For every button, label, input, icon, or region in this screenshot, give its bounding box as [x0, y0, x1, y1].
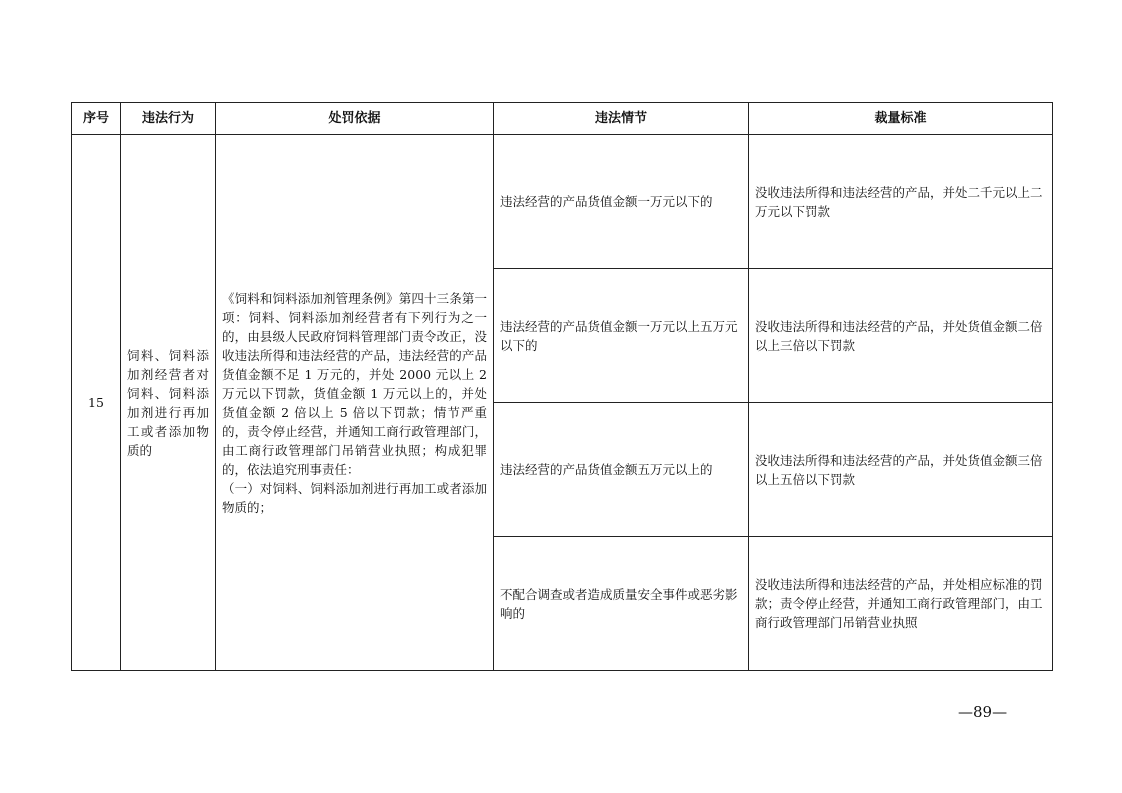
standard-cell: 没收违法所得和违法经营的产品，并处货值金额三倍以上五倍以下罚款 — [749, 403, 1053, 537]
circumstance-cell: 违法经营的产品货值金额一万元以上五万元以下的 — [494, 269, 749, 403]
circumstance-cell: 违法经营的产品货值金额一万元以下的 — [494, 135, 749, 269]
header-seq: 序号 — [72, 103, 121, 135]
table-row — [72, 135, 1053, 269]
table-header-row — [72, 103, 1053, 135]
basis-item: （一）对饲料、饲料添加剂进行再加工或者添加物质的； — [222, 480, 487, 515]
standard-cell: 没收违法所得和违法经营的产品，并处相应标准的罚款；责令停止经营，并通知工商行政管理部门，由工商行政管理部门吊销营业执照 — [749, 537, 1053, 671]
circumstance-cell: 不配合调查或者造成质量安全事件或恶劣影响的 — [494, 537, 749, 671]
standard-cell: 没收违法所得和违法经营的产品，并处二千元以上二万元以下罚款 — [749, 135, 1053, 269]
header-basis: 处罚依据 — [216, 103, 494, 135]
header-standard: 裁量标准 — [749, 103, 1053, 135]
row-behavior: 饲料、饲料添加剂经营者对饲料、饲料添加剂进行再加工或者添加物质的 — [121, 135, 216, 671]
page-number: —89— — [958, 703, 1008, 721]
row-seq: 15 — [72, 135, 121, 671]
basis-text: 《饲料和饲料添加剂管理条例》第四十三条第一项：饲料、饲料添加剂经营者有下列行为之一的，由县级人民政府饲料管理部门责令改正，没收违法所得和违法经营的产品，违法经营的产品货值金额不足 1 万元的，并处 2000 元以上 2 万元以下罚款，货值金额 1 万元以上的，并处货值金额 2 倍以上 5 倍以下罚款；情节严重的，责令停止经营，并通知工商行政管理部门，由工商行政管理部门吊销营业执照；构成犯罪的，依法追究刑事责任： — [222, 290, 487, 477]
row-basis — [216, 135, 494, 671]
circumstance-cell: 违法经营的产品货值金额五万元以上的 — [494, 403, 749, 537]
standard-cell: 没收违法所得和违法经营的产品，并处货值金额二倍以上三倍以下罚款 — [749, 269, 1053, 403]
header-behavior: 违法行为 — [121, 103, 216, 135]
header-circumstance: 违法情节 — [494, 103, 749, 135]
discretion-table — [71, 102, 1053, 671]
